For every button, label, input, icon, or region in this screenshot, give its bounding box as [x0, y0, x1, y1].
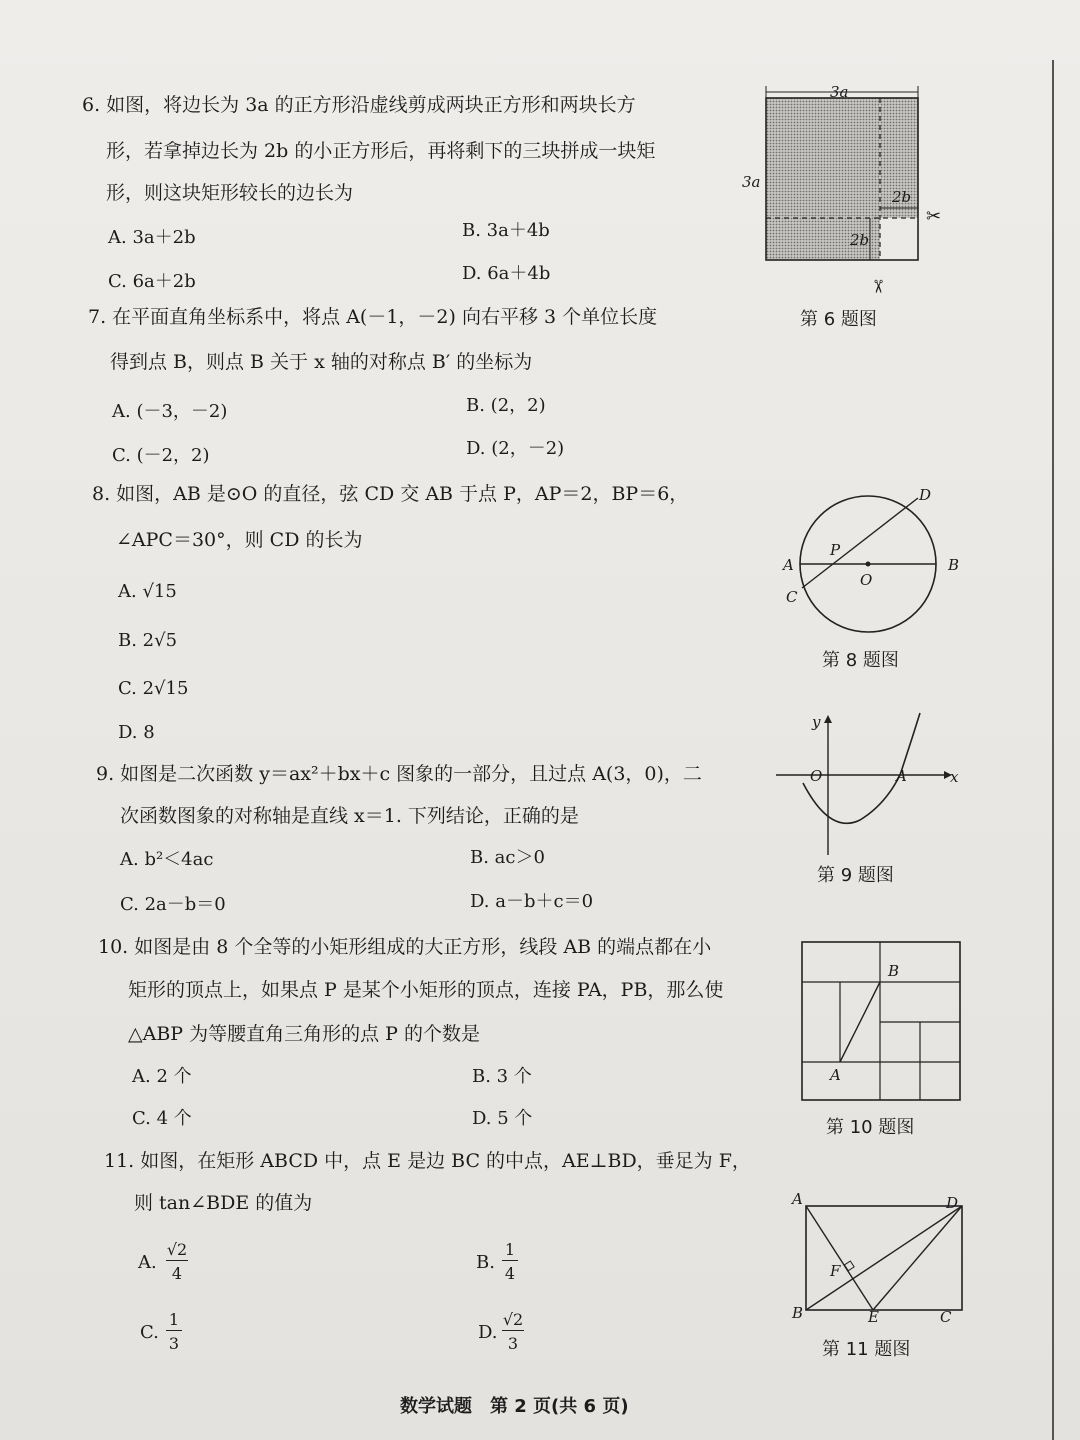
- q8-option-a: A. √15: [118, 581, 177, 602]
- q6-option-d: D. 6a＋4b: [462, 263, 551, 284]
- q6-small-square: [880, 218, 920, 260]
- q10-line-2: 矩形的顶点上，如果点 P 是某个小矩形的顶点，连接 PA，PB，那么使: [128, 979, 724, 1001]
- q11-line-1: 11. 如图，在矩形 ABCD 中，点 E 是边 BC 的中点，AE⊥BD，垂足为 F，: [104, 1150, 751, 1172]
- q8-option-d: D. 8: [118, 722, 155, 743]
- q11-caption: 第 11 题图: [822, 1339, 911, 1360]
- page-footer: 数学试题 第 2 页(共 6 页): [400, 1396, 629, 1417]
- q6-option-a: A. 3a＋2b: [108, 227, 196, 248]
- q10-caption: 第 10 题图: [826, 1117, 915, 1138]
- q6-bottom-label: 2b: [850, 231, 870, 249]
- q11-figure: [788, 1190, 978, 1330]
- q10-line-1: 10. 如图是由 8 个全等的小矩形组成的大正方形，线段 AB 的端点都在小: [98, 936, 712, 958]
- q11-label-a: A: [792, 1190, 803, 1208]
- q10-figure: [800, 940, 965, 1105]
- page-edge-line: [1052, 60, 1054, 1440]
- q11-label-c: C: [940, 1308, 952, 1326]
- q8-label-o: O: [860, 571, 873, 589]
- q8-center-point: [866, 562, 871, 567]
- q7-line-2: 得到点 B，则点 B 关于 x 轴的对称点 B′ 的坐标为: [110, 351, 533, 373]
- q11-line-2: 则 tan∠BDE 的值为: [134, 1192, 313, 1214]
- scissors-icon-right: ✂: [926, 206, 942, 227]
- q8-label-c: C: [786, 588, 798, 606]
- q11-label-b: B: [792, 1304, 804, 1322]
- q10-option-d: D. 5 个: [472, 1108, 533, 1129]
- q9-label-a: A: [896, 767, 907, 785]
- q10-option-c: C. 4 个: [132, 1108, 192, 1129]
- q10-option-a: A. 2 个: [132, 1066, 192, 1087]
- q9-option-b: B. ac＞0: [470, 847, 545, 868]
- q11-segment-ae: [806, 1206, 873, 1310]
- q9-label-o: O: [810, 767, 823, 785]
- q7-option-d: D. (2，－2): [466, 438, 565, 459]
- q9-option-d: D. a－b＋c＝0: [470, 891, 594, 912]
- q6-right-label: 2b: [892, 188, 912, 206]
- q8-option-b: B. 2√5: [118, 630, 178, 651]
- q10-label-a: A: [830, 1066, 841, 1084]
- q9-line-2: 次函数图象的对称轴是直线 x＝1. 下列结论，正确的是: [120, 805, 579, 827]
- q8-label-d: D: [919, 486, 932, 504]
- q9-option-a: A. b²＜4ac: [120, 849, 214, 870]
- q11-label-d: D: [946, 1194, 959, 1212]
- q8-caption: 第 8 题图: [822, 650, 899, 671]
- q7-option-c: C. (－2，2): [112, 445, 210, 466]
- q9-label-y: y: [812, 713, 821, 731]
- q11-label-e: E: [868, 1308, 879, 1326]
- exam-page: 6. 如图，将边长为 3a 的正方形沿虚线剪成两块正方形和两块长方 形，若拿掉边长为 2b 的小正方形后，再将剩下的三块拼成一块矩 形，则这块矩形较长的边长为 A. 3a＋2b B. 3a＋4b C. 6a＋2b D. 6a＋4b 3a 3a 2b 2b ✂ ✂ 第 6 题图 7. 在平面直角坐标系中，将点 A(－1，－2) 向右平移 3 个单位长度 得到点 B，则点 B 关于 x 轴的对称点 B′ 的坐标为 A. (－3，－2) B. (2，2) C. (－2，2) D. (2，－2) 8. 如图，AB 是⊙O 的直径，弦 CD 交 AB 于点 P，AP＝2，BP＝6， ∠APC＝30°，则 CD 的长为 A. √15 B. 2√5 C. 2√15 D. 8 A B C D P O 第 8 题图 9. 如图是二次函数 y＝ax²＋bx＋c 图象的一部分，且过点 A(3，0)，二 次函数图象的对称轴是直线 x＝1. 下列结论，正确的是 A. b²＜4ac B. ac＞0 C. 2a－b＝0 D. a－b＋c＝0 y O A x 第 9 题图 10. 如图是由 8 个全等的小矩形组成的大正方形，线段 AB 的端点都在小 矩形的顶点上，如果点 P 是某个小矩形的顶点，连接 PA，PB，那么使 △ABP 为等腰直角三角形的点 P 的个数是 A. 2 个 B. 3 个 C. 4 个 D. 5 个 A B 第 10 题图 11. 如图，在矩形 ABCD 中，点 E 是边 BC 的中点，AE⊥BD，垂足为 F， 则 tan∠BDE 的值为 A. √2 4 B. 1 4 C. 1 3 D. √2 3 A D F B E C 第 11 题图 数学试题 第 2 页(共 6 页): [0, 0, 1080, 1440]
- q6-left-label: 3a: [742, 173, 761, 191]
- q6-line-3: 形，则这块矩形较长的边长为: [106, 182, 354, 204]
- q8-label-b: B: [948, 556, 960, 574]
- q9-caption: 第 9 题图: [817, 865, 894, 886]
- q8-option-c: C. 2√15: [118, 678, 189, 699]
- q11-diagonal-bd: [806, 1206, 962, 1310]
- q7-line-1: 7. 在平面直角坐标系中，将点 A(－1，－2) 向右平移 3 个单位长度: [88, 306, 658, 328]
- q8-line-1: 8. 如图，AB 是⊙O 的直径，弦 CD 交 AB 于点 P，AP＝2，BP＝6，: [92, 483, 689, 505]
- q7-option-a: A. (－3，－2): [112, 401, 228, 422]
- q9-option-c: C. 2a－b＝0: [120, 894, 226, 915]
- q6-option-b: B. 3a＋4b: [462, 220, 550, 241]
- q10-option-b: B. 3 个: [472, 1066, 532, 1087]
- q6-caption: 第 6 题图: [800, 309, 877, 330]
- q10-label-b: B: [888, 962, 900, 980]
- q9-line-1: 9. 如图是二次函数 y＝ax²＋bx＋c 图象的一部分，且过点 A(3，0)，二: [96, 763, 702, 785]
- q10-segment-ab: [840, 982, 880, 1062]
- q10-outer-square: [802, 942, 960, 1100]
- q10-line-3: △ABP 为等腰直角三角形的点 P 的个数是: [128, 1023, 480, 1045]
- q8-label-p: P: [830, 541, 841, 559]
- q9-label-x: x: [950, 768, 959, 786]
- q6-option-c: C. 6a＋2b: [108, 271, 196, 292]
- q11-segment-de: [873, 1206, 962, 1310]
- q6-top-label: 3a: [830, 83, 849, 101]
- q8-label-a: A: [783, 556, 794, 574]
- q11-label-f: F: [830, 1262, 841, 1280]
- q6-line-2: 形，若拿掉边长为 2b 的小正方形后，再将剩下的三块拼成一块矩: [106, 140, 656, 162]
- q6-line-1: 6. 如图，将边长为 3a 的正方形沿虚线剪成两块正方形和两块长方: [82, 94, 636, 116]
- scissors-icon-bottom: ✂: [867, 279, 888, 295]
- q6-figure: [730, 70, 970, 310]
- q8-figure: [780, 480, 970, 650]
- q7-option-b: B. (2，2): [466, 395, 546, 416]
- q9-figure: [770, 705, 970, 865]
- q8-line-2: ∠APC＝30°，则 CD 的长为: [116, 529, 363, 551]
